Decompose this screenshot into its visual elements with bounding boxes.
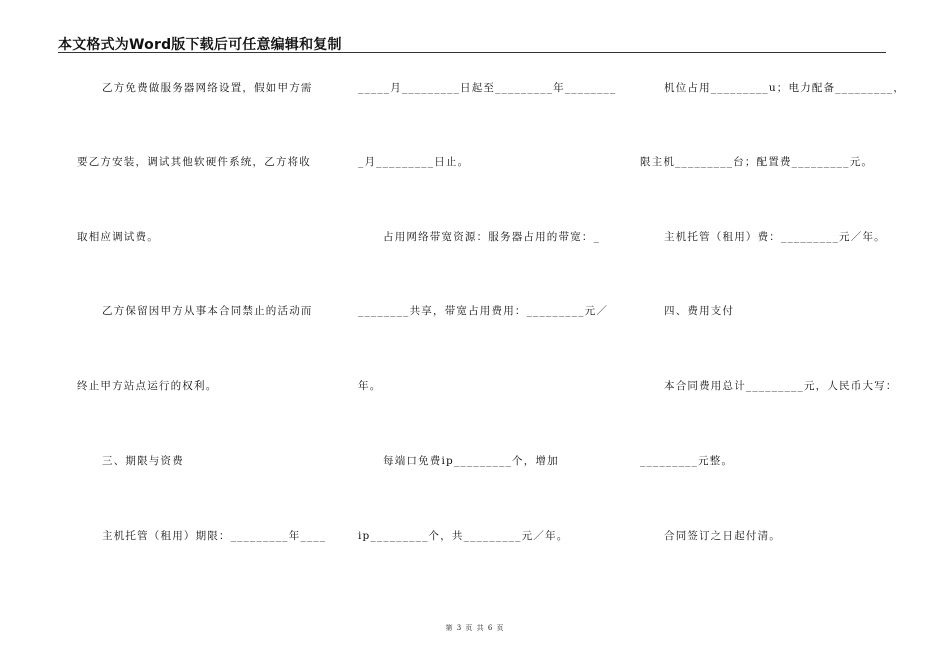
text-line: ip_________个，共_________元／年。 xyxy=(358,530,569,542)
text-line: 主机托管（租用）期限：_________年____ xyxy=(102,530,327,542)
text-line: 终止甲方站点运行的权利。 xyxy=(77,380,218,392)
text-line: 合同签订之日起付清。 xyxy=(664,530,781,542)
text-line: 主机托管（租用）费：_________元／年。 xyxy=(664,231,886,243)
text-line: 本合同费用总计_________元，人民币大写： xyxy=(664,380,898,392)
text-line: 每端口免费ip_________个，增加 xyxy=(383,455,559,467)
text-line: 乙方免费做服务器网络设置，假如甲方需 xyxy=(102,82,313,94)
section-heading: 三、期限与资费 xyxy=(102,455,184,467)
header-title: 本文格式为Word版下载后可任意编辑和复制 xyxy=(58,37,342,53)
text-line: ________共享，带宽占用费用：_________元／ xyxy=(358,305,609,317)
text-line: 机位占用_________u；电力配备_________， xyxy=(664,82,906,94)
text-line: 年。 xyxy=(358,380,382,392)
text-line: 乙方保留因甲方从事本合同禁止的活动而 xyxy=(102,305,313,317)
text-line: 要乙方安装，调试其他软硬件系统，乙方将收 xyxy=(77,156,311,168)
text-line: _____月_________日起至_________年________ xyxy=(358,82,617,94)
text-line: 取相应调试费。 xyxy=(77,231,159,243)
text-line: 占用网络带宽资源：服务器占用的带宽：_ xyxy=(383,231,601,243)
text-line: 限主机_________台；配置费_________元。 xyxy=(640,156,874,168)
section-heading: 四、费用支付 xyxy=(664,305,735,317)
text-line: _________元整。 xyxy=(640,455,734,467)
page-number: 第 3 页 共 6 页 xyxy=(445,624,505,632)
text-line: _月_________日止。 xyxy=(358,156,470,168)
page-header xyxy=(58,32,886,53)
